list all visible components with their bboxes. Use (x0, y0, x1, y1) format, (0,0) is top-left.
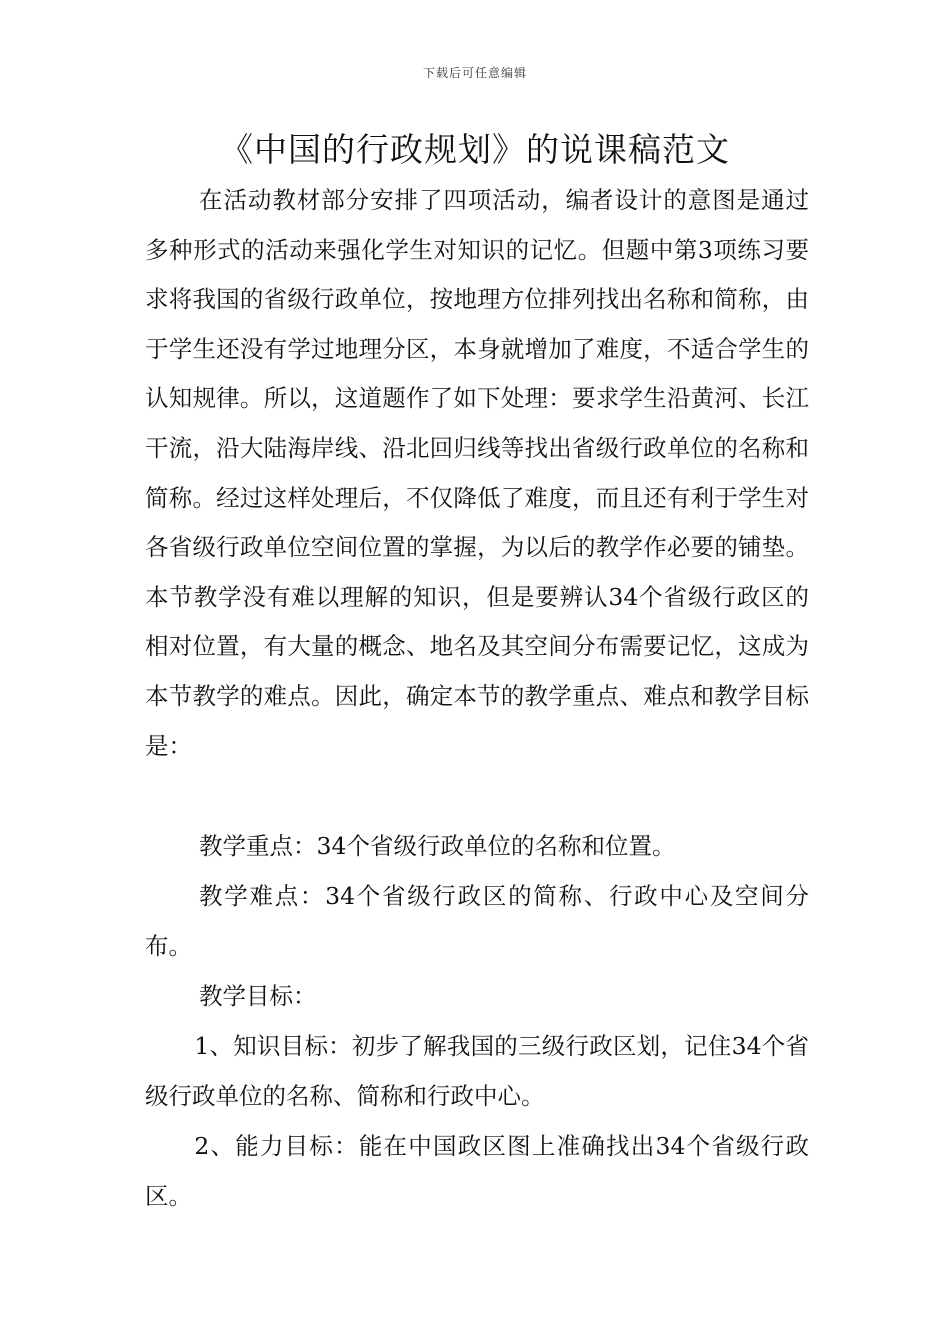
paragraph-goal-knowledge: 1、知识目标：初步了解我国的三级行政区划，记住34个省级行政单位的名称、简称和行政中心。 (145, 1032, 809, 1110)
paragraph-difficult-point: 教学难点：34个省级行政区的简称、行政中心及空间分布。 (145, 882, 809, 960)
paragraph-key-point: 教学重点：34个省级行政单位的名称和位置。 (199, 832, 676, 860)
header-note: 下载后可任意编辑 (422, 66, 527, 80)
document-title: 《中国的行政规划》的说课稿范文 (220, 130, 730, 169)
paragraph-goal-ability: 2、能力目标：能在中国政区图上准确找出34个省级行政区。 (145, 1132, 809, 1210)
paragraph-intro: 在活动教材部分安排了四项活动，编者设计的意图是通过多种形式的活动来强化学生对知识的记忆。但题中第3项练习要求将我国的省级行政单位，按地理方位排列找出名称和简称，由于学生还没有学过地理分区，本身就增加了难度，不适合学生的认知规律。所以，这道题作了如下处理：要求学生沿黄河、长江干流，沿大陆海岸线、沿北回归线等找出省级行政单位的名称和简称。经过这样处理后，不仅降低了难度，而且还有利于学生对各省级行政单位空间位置的掌握，为以后的教学作必要的铺垫。本节教学没有难以理解的知识，但是要辨认34个省级行政区的相对位置，有大量的概念、地名及其空间分布需要记忆，这成为本节教学的难点。因此，确定本节的教学重点、难点和教学目标是： (145, 186, 809, 760)
paragraph-goals-heading: 教学目标： (199, 982, 317, 1010)
